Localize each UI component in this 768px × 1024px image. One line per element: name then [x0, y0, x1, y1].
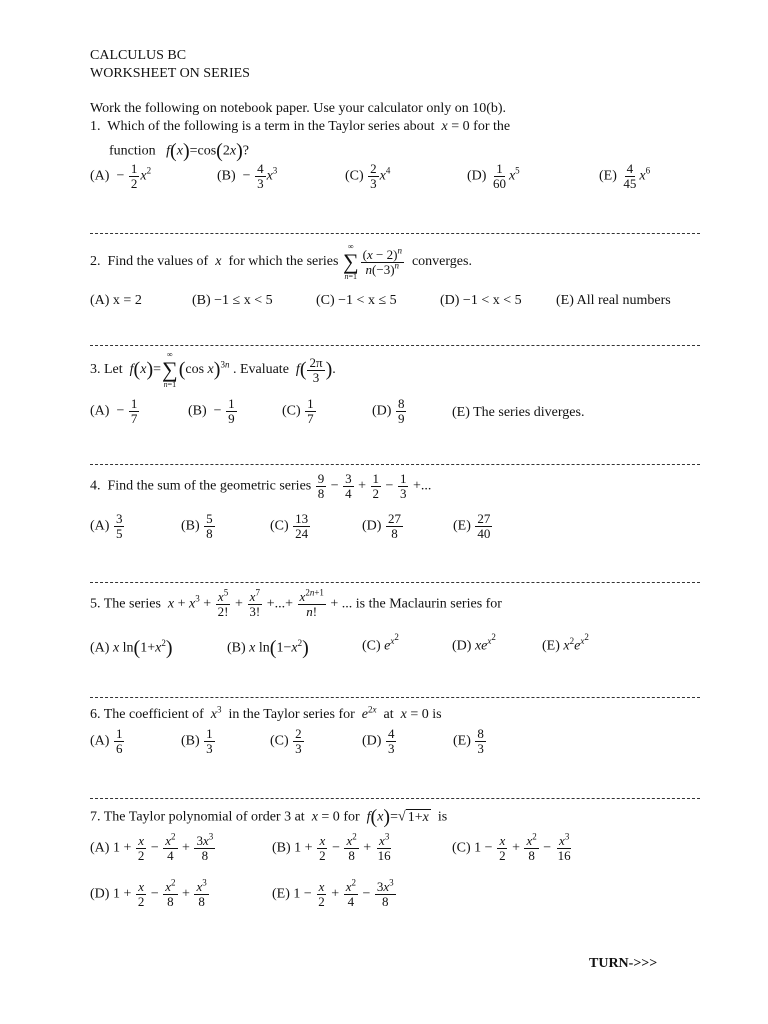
q3-option-b: (B) − $\frac{1}{9}$	[188, 396, 235, 426]
q2-option-c: (C) −1 < x ≤ 5	[316, 293, 397, 308]
q4-option-c: (C) $\frac{13}{24}$	[270, 511, 309, 541]
q4-option-b: (B) $\frac{5}{8}$	[181, 511, 213, 541]
question-6-text: 6. The coefficient of $x^3$ in the Taylor series for $e^{2x}$ at x = 0 is	[90, 704, 442, 722]
q2-option-d: (D) −1 < x < 5	[440, 293, 522, 308]
q1-option-e: (E) $\frac{4}{45}$ $x^6$	[599, 161, 651, 191]
worksheet-title: WORKSHEET ON SERIES	[90, 66, 250, 81]
divider	[90, 697, 700, 698]
q6-option-c: (C) $\frac{2}{3}$	[270, 726, 302, 756]
q7-option-e: (E) 1 − $\frac{x}{2}$ + $\frac{x^2}{4}$ − $\frac{3x^3}{8}$	[272, 877, 394, 909]
q2-option-a: (A) x = 2	[90, 293, 142, 308]
course-title: CALCULUS BC	[90, 48, 187, 63]
q5-option-a: (A) x $\ln(1+x^2)$	[90, 637, 173, 659]
q7-option-a: (A) 1 + $\frac{x}{2}$ − $\frac{x^2}{4}$ + $\frac{3x^3}{8}$	[90, 831, 214, 863]
turn-page-label: TURN->>>	[589, 956, 658, 971]
q2-option-e: (E) All real numbers	[556, 293, 671, 308]
q6-option-e: (E) $\frac{8}{3}$	[453, 726, 484, 756]
question-5-text: 5. The series $x + x^3$ + $\frac{x^5}{2!}$ + $\frac{x^7}{3!}$ +...+ $\frac{x^{2n+1}}{n!}$ + ... is the Maclaurin series for	[90, 587, 502, 619]
divider	[90, 345, 700, 346]
q3-option-d: (D) $\frac{8}{9}$	[372, 396, 405, 426]
question-7-text: 7. The Taylor polynomial of order 3 at x = 0 for f(x)=√ 1+x is	[90, 806, 448, 828]
instructions: Work the following on notebook paper. Use your calculator only on 10(b).	[90, 101, 507, 116]
divider	[90, 798, 700, 799]
question-1-text: 1. Which of the following is a term in the Taylor series about x = 0 for the	[90, 119, 511, 134]
question-1-function: function f(x)=cos(2x)?	[109, 140, 249, 162]
q5-option-c: (C) $e^{x^2}$	[362, 632, 399, 654]
q3-option-c: (C) $\frac{1}{7}$	[282, 396, 314, 426]
q4-option-e: (E) $\frac{27}{40}$	[453, 511, 491, 541]
q7-option-d: (D) 1 + $\frac{x}{2}$ − $\frac{x^2}{8}$ + $\frac{x^3}{8}$	[90, 877, 207, 909]
q4-option-d: (D) $\frac{27}{8}$	[362, 511, 401, 541]
divider	[90, 233, 700, 234]
q5-option-b: (B) x $\ln(1-x^2)$	[227, 637, 309, 659]
divider	[90, 464, 700, 465]
q1-option-b: (B) − $\frac{4}{3}$ $x^3$	[217, 161, 278, 191]
question-2-text: 2. Find the values of x for which the series ∞ ∑ n=1 $\frac{(x - 2)^n}{n(-3)^n}$ converges.	[90, 242, 472, 281]
q1-option-c: (C) $\frac{2}{3}$ $x^4$	[345, 161, 391, 191]
q6-option-d: (D) $\frac{4}{3}$	[362, 726, 395, 756]
q7-option-c: (C) 1 − $\frac{x}{2}$ + $\frac{x^2}{8}$ − $\frac{x^3}{16}$	[452, 831, 571, 863]
q2-option-b: (B) −1 ≤ x < 5	[192, 293, 273, 308]
q3-option-a: (A) − $\frac{1}{7}$	[90, 396, 138, 426]
q6-option-b: (B) $\frac{1}{3}$	[181, 726, 213, 756]
q6-option-a: (A) $\frac{1}{6}$	[90, 726, 123, 756]
q4-option-a: (A) $\frac{3}{5}$	[90, 511, 123, 541]
q7-option-b: (B) 1 + $\frac{x}{2}$ − $\frac{x^2}{8}$ + $\frac{x^3}{16}$	[272, 831, 391, 863]
q3-option-e: (E) The series diverges.	[452, 405, 585, 420]
question-3-text: 3. Let f(x)= ∞ ∑ n=1 (cos x)$^{3n}$ . Evaluate f( $\frac{2\pi}{3}$ ).	[90, 350, 336, 389]
divider	[90, 582, 700, 583]
q5-option-e: (E) $x^2e^{x^2}$	[542, 632, 589, 654]
q1-option-d: (D) $\frac{1}{60}$ $x^5$	[467, 161, 520, 191]
q5-option-d: (D) $xe^{x^2}$	[452, 632, 496, 654]
q1-option-a: (A) − $\frac{1}{2}$ $x^2$	[90, 161, 152, 191]
question-4-text: 4. Find the sum of the geometric series $\frac{9}{8}$ − $\frac{3}{4}$ + $\frac{1}{2}$ − $\frac{1}{3}$ +...	[90, 471, 432, 501]
